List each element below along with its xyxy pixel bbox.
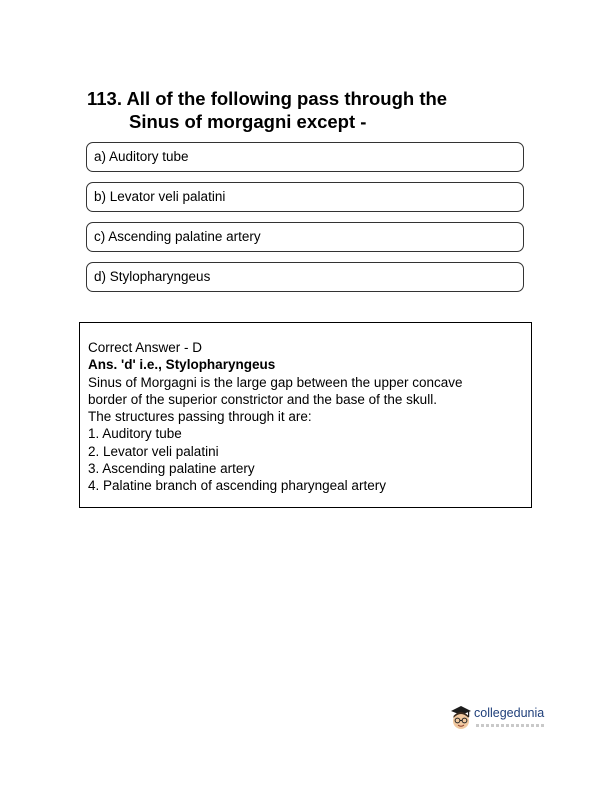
option-d[interactable]: d) Stylopharyngeus	[86, 262, 524, 292]
answer-heading: Ans. 'd' i.e., Stylopharyngeus	[88, 357, 276, 373]
question-title-line1: 113. All of the following pass through the	[87, 88, 448, 109]
explanation-line: Sinus of Morgagni is the large gap between the upper concave	[88, 374, 463, 390]
explanation-list-item: 3. Ascending palatine artery	[88, 461, 255, 477]
logo-tagline	[476, 724, 546, 727]
explanation-line: The structures passing through it are:	[88, 409, 312, 425]
explanation-list-item: 1. Auditory tube	[88, 426, 182, 442]
collegedunia-logo	[449, 702, 549, 738]
answer-box	[79, 322, 532, 508]
explanation-line: border of the superior constrictor and the base of the skull.	[88, 391, 437, 407]
logo-brand-text: collegedunia	[474, 706, 545, 720]
correct-answer-label: Correct Answer - D	[88, 340, 203, 355]
option-b[interactable]: b) Levator veli palatini	[86, 182, 524, 212]
option-c[interactable]: c) Ascending palatine artery	[86, 222, 524, 252]
question-title-line2: Sinus of morgagni except -	[129, 111, 367, 132]
graduate-mascot-icon	[449, 705, 473, 731]
option-a[interactable]: a) Auditory tube	[86, 142, 524, 172]
explanation-list-item: 2. Levator veli palatini	[88, 443, 219, 459]
explanation-list-item: 4. Palatine branch of ascending pharyngeal artery	[88, 478, 386, 494]
